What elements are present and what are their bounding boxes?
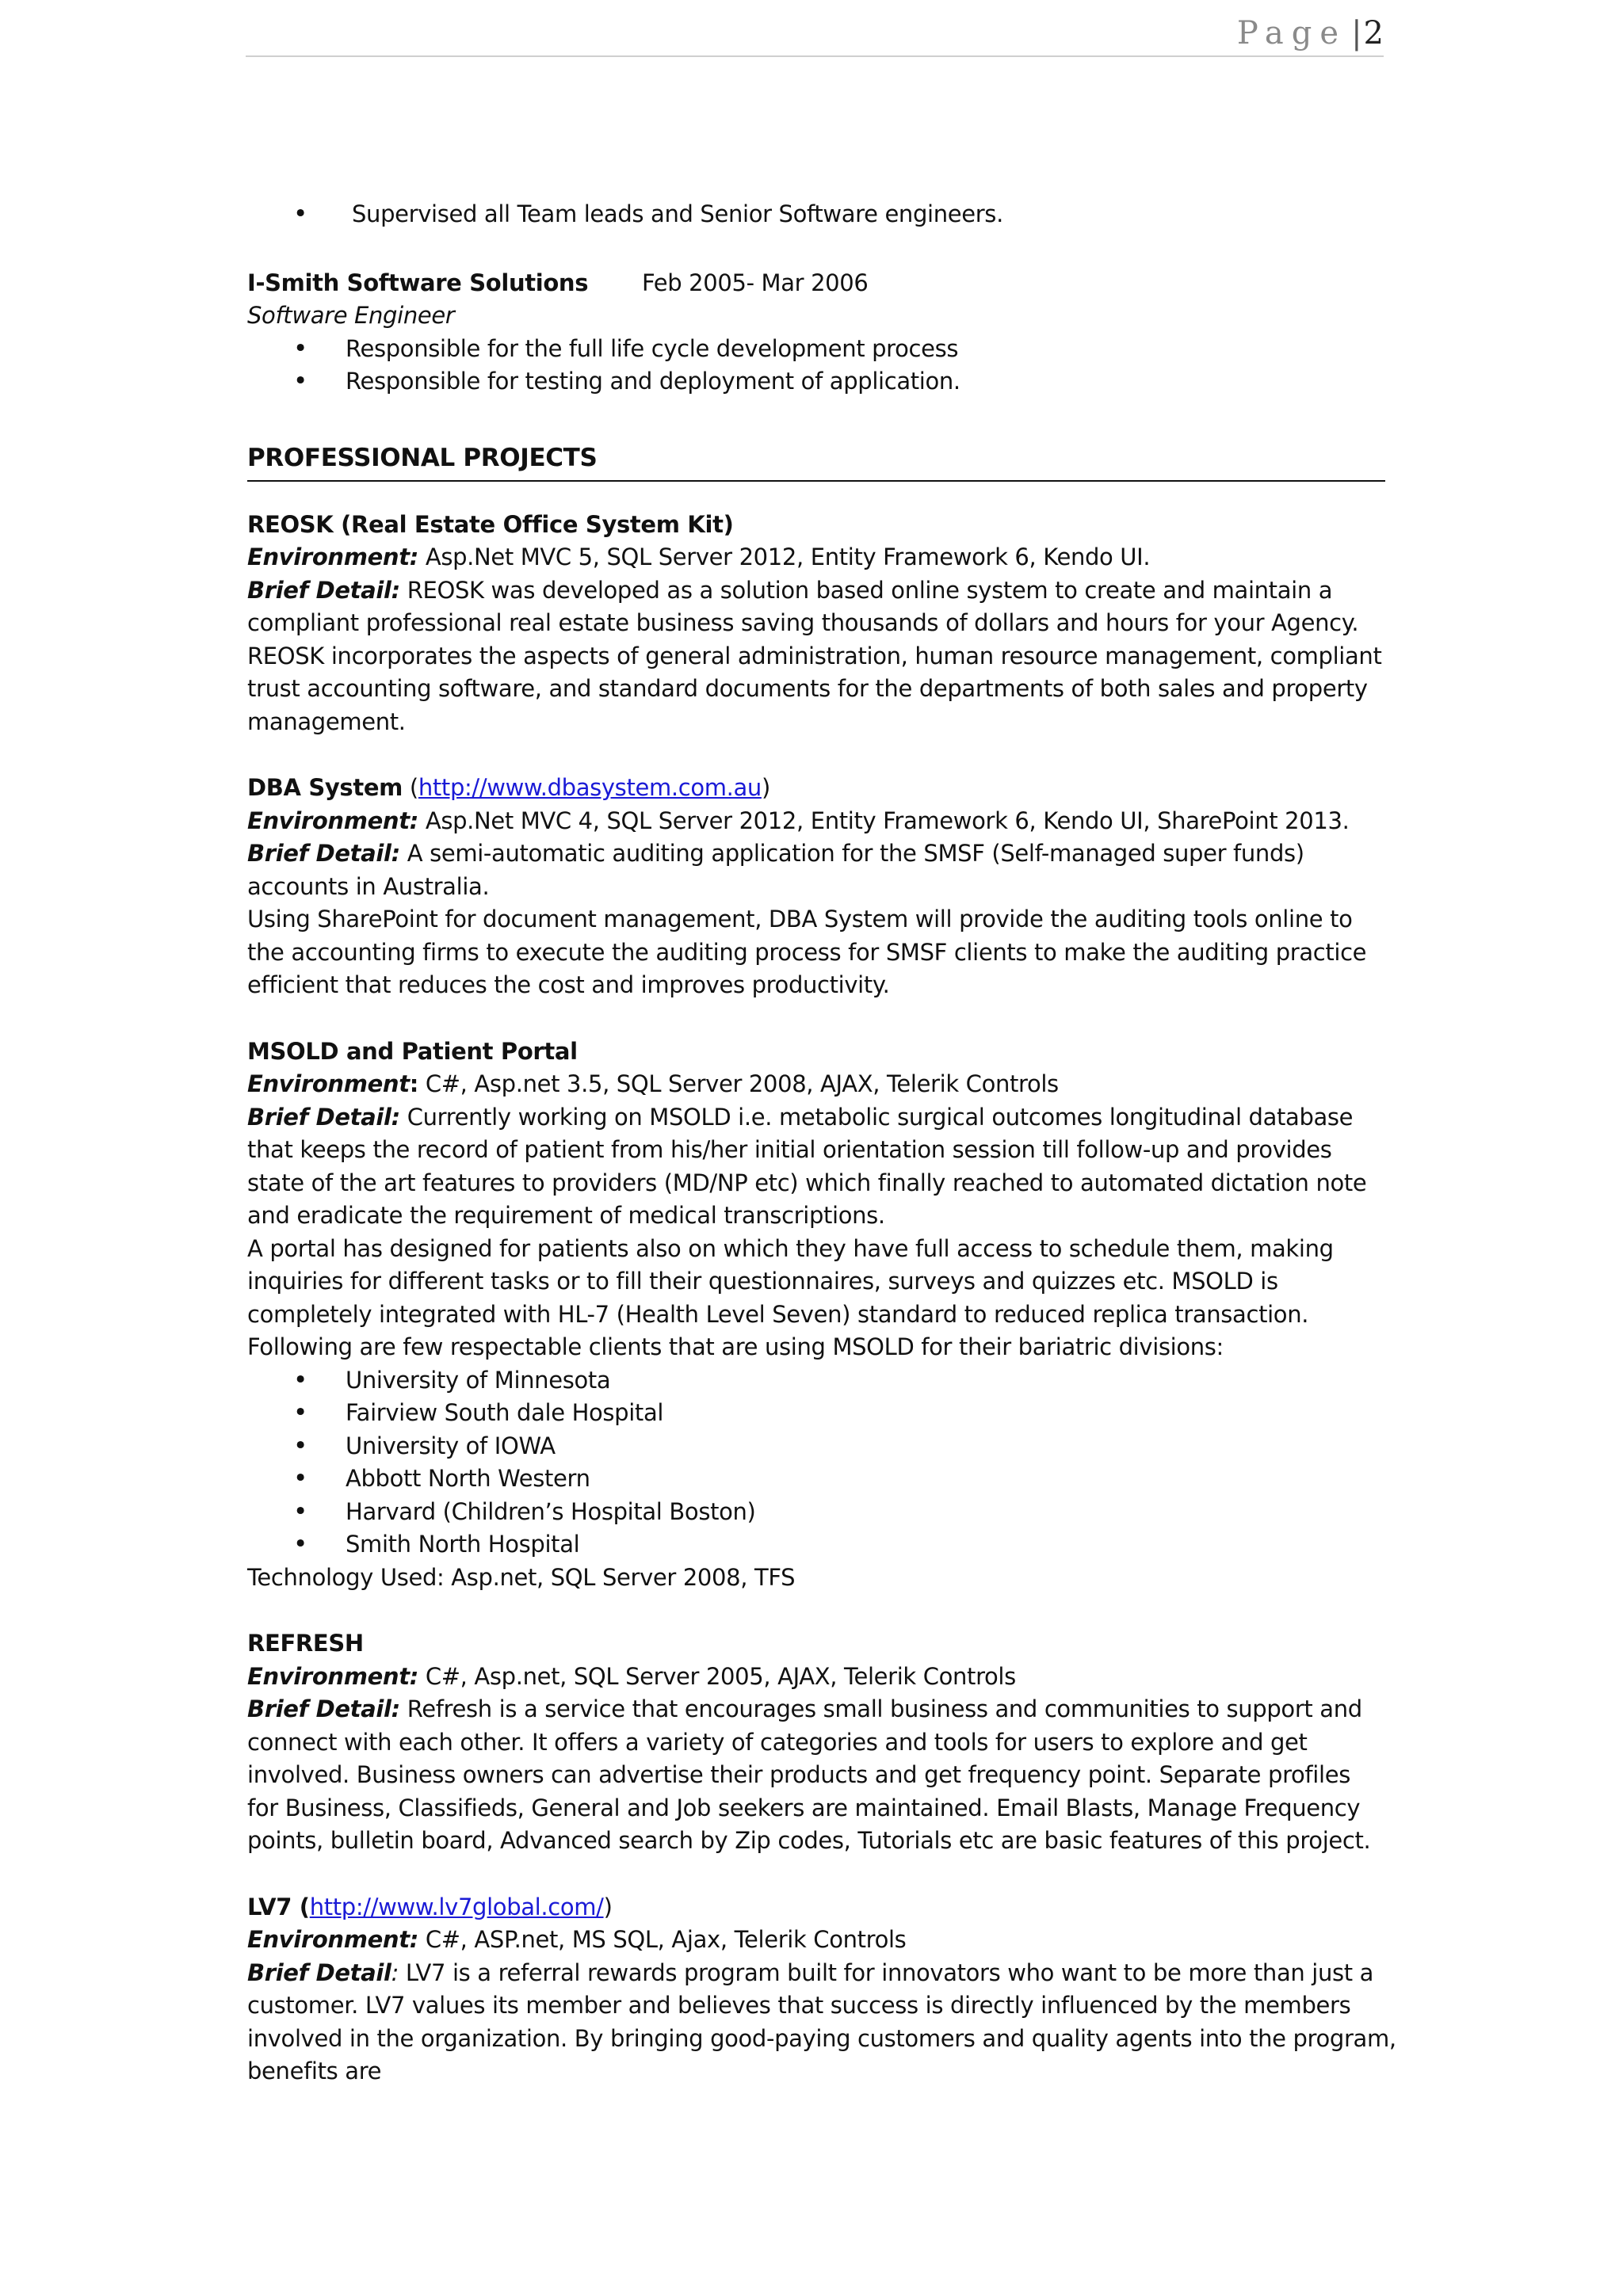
- link-close-paren: ): [603, 1893, 613, 1920]
- job-dates: Feb 2005- Mar 2006: [642, 269, 869, 296]
- project-title: REFRESH: [247, 1630, 364, 1657]
- link-open-paren: (: [292, 1893, 310, 1920]
- link-open-paren: (: [403, 774, 418, 801]
- environment-value: Asp.Net MVC 4, SQL Server 2012, Entity Framework 6, Kendo UI, SharePoint 2013.: [418, 807, 1350, 834]
- link-close-paren: ): [761, 774, 770, 801]
- clients-intro: Following are few respectable clients that are using MSOLD for their bariatric divisions:: [247, 1333, 1224, 1360]
- project-brief: [247, 837, 1385, 903]
- page-header: [246, 11, 1384, 57]
- list-item: • University of IOWA: [247, 1430, 1385, 1463]
- project-lv7: [247, 1891, 1420, 2088]
- list-item: • University of Minnesota: [247, 1364, 1385, 1398]
- page-number: 2: [1363, 15, 1384, 51]
- brief-detail-colon: :: [391, 1958, 399, 1986]
- environment-value: C#, Asp.net, SQL Server 2005, AJAX, Telerik Controls: [418, 1662, 1016, 1690]
- project-environment: [247, 1068, 1385, 1101]
- project-title: DBA System: [247, 774, 403, 801]
- brief-detail-label: Brief Detail:: [247, 1695, 400, 1722]
- brief-detail-label: Brief Detail:: [247, 840, 400, 867]
- list-item: • Responsible for testing and deployment of application.: [247, 365, 1420, 399]
- environment-colon: :: [409, 1070, 418, 1097]
- job-title: Software Engineer: [247, 302, 455, 329]
- environment-label: Environment:: [247, 807, 418, 834]
- list-item: • Supervised all Team leads and Senior Software engineers.: [247, 198, 1420, 231]
- project-reosk: [247, 509, 1385, 739]
- project-title: LV7: [247, 1893, 292, 1920]
- technology-used: Technology Used: Asp.net, SQL Server 2008, TFS: [247, 1563, 796, 1591]
- environment-label: Environment:: [247, 543, 418, 570]
- project-environment: [247, 1661, 1385, 1694]
- environment-value: C#, Asp.net 3.5, SQL Server 2008, AJAX, Telerik Controls: [418, 1070, 1059, 1097]
- job-duties: [247, 333, 1420, 399]
- list-item: • Smith North Hospital: [247, 1528, 1385, 1562]
- lv7-link[interactable]: http://www.lv7global.com/: [309, 1893, 604, 1920]
- brief-detail-label: Brief Detail:: [247, 576, 400, 604]
- job-header: [247, 267, 1420, 300]
- project-msold: [247, 1035, 1385, 1595]
- brief-detail-value: REOSK was developed as a solution based online system to create and maintain a compliant professional real estate business saving thousands of dollars and hours for your Agency. REOSK incorporates the aspects of general administration, human resource management, compliant trust accounting software, and standard documents for the departments of both sales and property management.: [247, 576, 1382, 735]
- project-portal-detail: A portal has designed for patients also on which they have full access to schedule them, making inquiries for different tasks or to fill their questionnaires, surveys and quizzes etc. MSOLD is completely integrated with HL-7 (Health Level Seven) standard to reduced replica transaction.: [247, 1234, 1334, 1328]
- environment-value: C#, ASP.net, MS SQL, Ajax, Telerik Controls: [418, 1926, 907, 1953]
- brief-detail-value: A semi-automatic auditing application for the SMSF (Self-managed super funds) accounts in Australia.: [247, 840, 1304, 900]
- project-dba-system: [247, 772, 1385, 1002]
- environment-value: Asp.Net MVC 5, SQL Server 2012, Entity Framework 6, Kendo UI.: [418, 543, 1151, 570]
- project-brief: [247, 1693, 1385, 1858]
- project-brief: [247, 574, 1385, 739]
- project-extra-detail: Using SharePoint for document management, DBA System will provide the auditing tools online to the accounting firms to execute the auditing process for SMSF clients to make the auditing practice efficient that reduces the cost and improves productivity.: [247, 906, 1367, 998]
- section-heading: PROFESSIONAL PROJECTS: [247, 441, 1385, 482]
- project-environment: [247, 805, 1385, 838]
- list-item: • Responsible for the full life cycle development process: [247, 333, 1420, 366]
- list-item: • Abbott North Western: [247, 1463, 1385, 1496]
- project-brief: [247, 1101, 1385, 1233]
- project-title-row: [247, 772, 1385, 805]
- document-body: [247, 198, 1420, 2088]
- list-item: • Fairview South dale Hospital: [247, 1397, 1385, 1430]
- page-word: Page: [1236, 15, 1347, 51]
- project-title-row: [247, 1891, 1420, 1924]
- page-number-label: [1237, 11, 1384, 55]
- brief-detail-label: Brief Detail:: [247, 1103, 400, 1131]
- project-environment: [247, 541, 1385, 574]
- brief-detail-value: LV7 is a referral rewards program built for innovators who want to be more than just a customer. LV7 values its member and believes that success is directly influenced by the members involved in the organization. By bringing good-paying customers and quality agents into the program, benefits are: [247, 1958, 1396, 2084]
- project-refresh: [247, 1627, 1385, 1858]
- project-title: MSOLD and Patient Portal: [247, 1037, 578, 1065]
- environment-label: Environment: [247, 1070, 410, 1097]
- project-title: REOSK (Real Estate Office System Kit): [247, 510, 734, 538]
- project-environment: [247, 1924, 1420, 1957]
- page-separator: |: [1351, 15, 1362, 51]
- clients-list: [247, 1364, 1385, 1562]
- list-item: • Harvard (Children’s Hospital Boston): [247, 1496, 1385, 1529]
- project-brief: [247, 1957, 1420, 2088]
- brief-detail-label: Brief Detail: [247, 1958, 391, 1986]
- previous-job-duties: [247, 198, 1420, 231]
- dba-system-link[interactable]: http://www.dbasystem.com.au: [418, 774, 762, 801]
- brief-detail-value: Currently working on MSOLD i.e. metabolic surgical outcomes longitudinal database that keeps the record of patient from his/her initial orientation session till follow-up and provides state of the art features to providers (MD/NP etc) which finally reached to automated dictation note and eradicate the requirement of medical transcriptions.: [247, 1103, 1367, 1229]
- brief-detail-value: Refresh is a service that encourages small business and communities to support and connect with each other. It offers a variety of categories and tools for users to explore and get involved. Business owners can advertise their products and get frequency point. Separate profiles for Business, Classifieds, General and Job seekers are maintained. Email Blasts, Manage Frequency points, bulletin board, Advanced search by Zip codes, Tutorials etc are basic features of this project.: [247, 1695, 1371, 1854]
- environment-label: Environment:: [247, 1662, 418, 1690]
- job-company: I-Smith Software Solutions: [247, 269, 589, 296]
- environment-label: Environment:: [247, 1926, 418, 1953]
